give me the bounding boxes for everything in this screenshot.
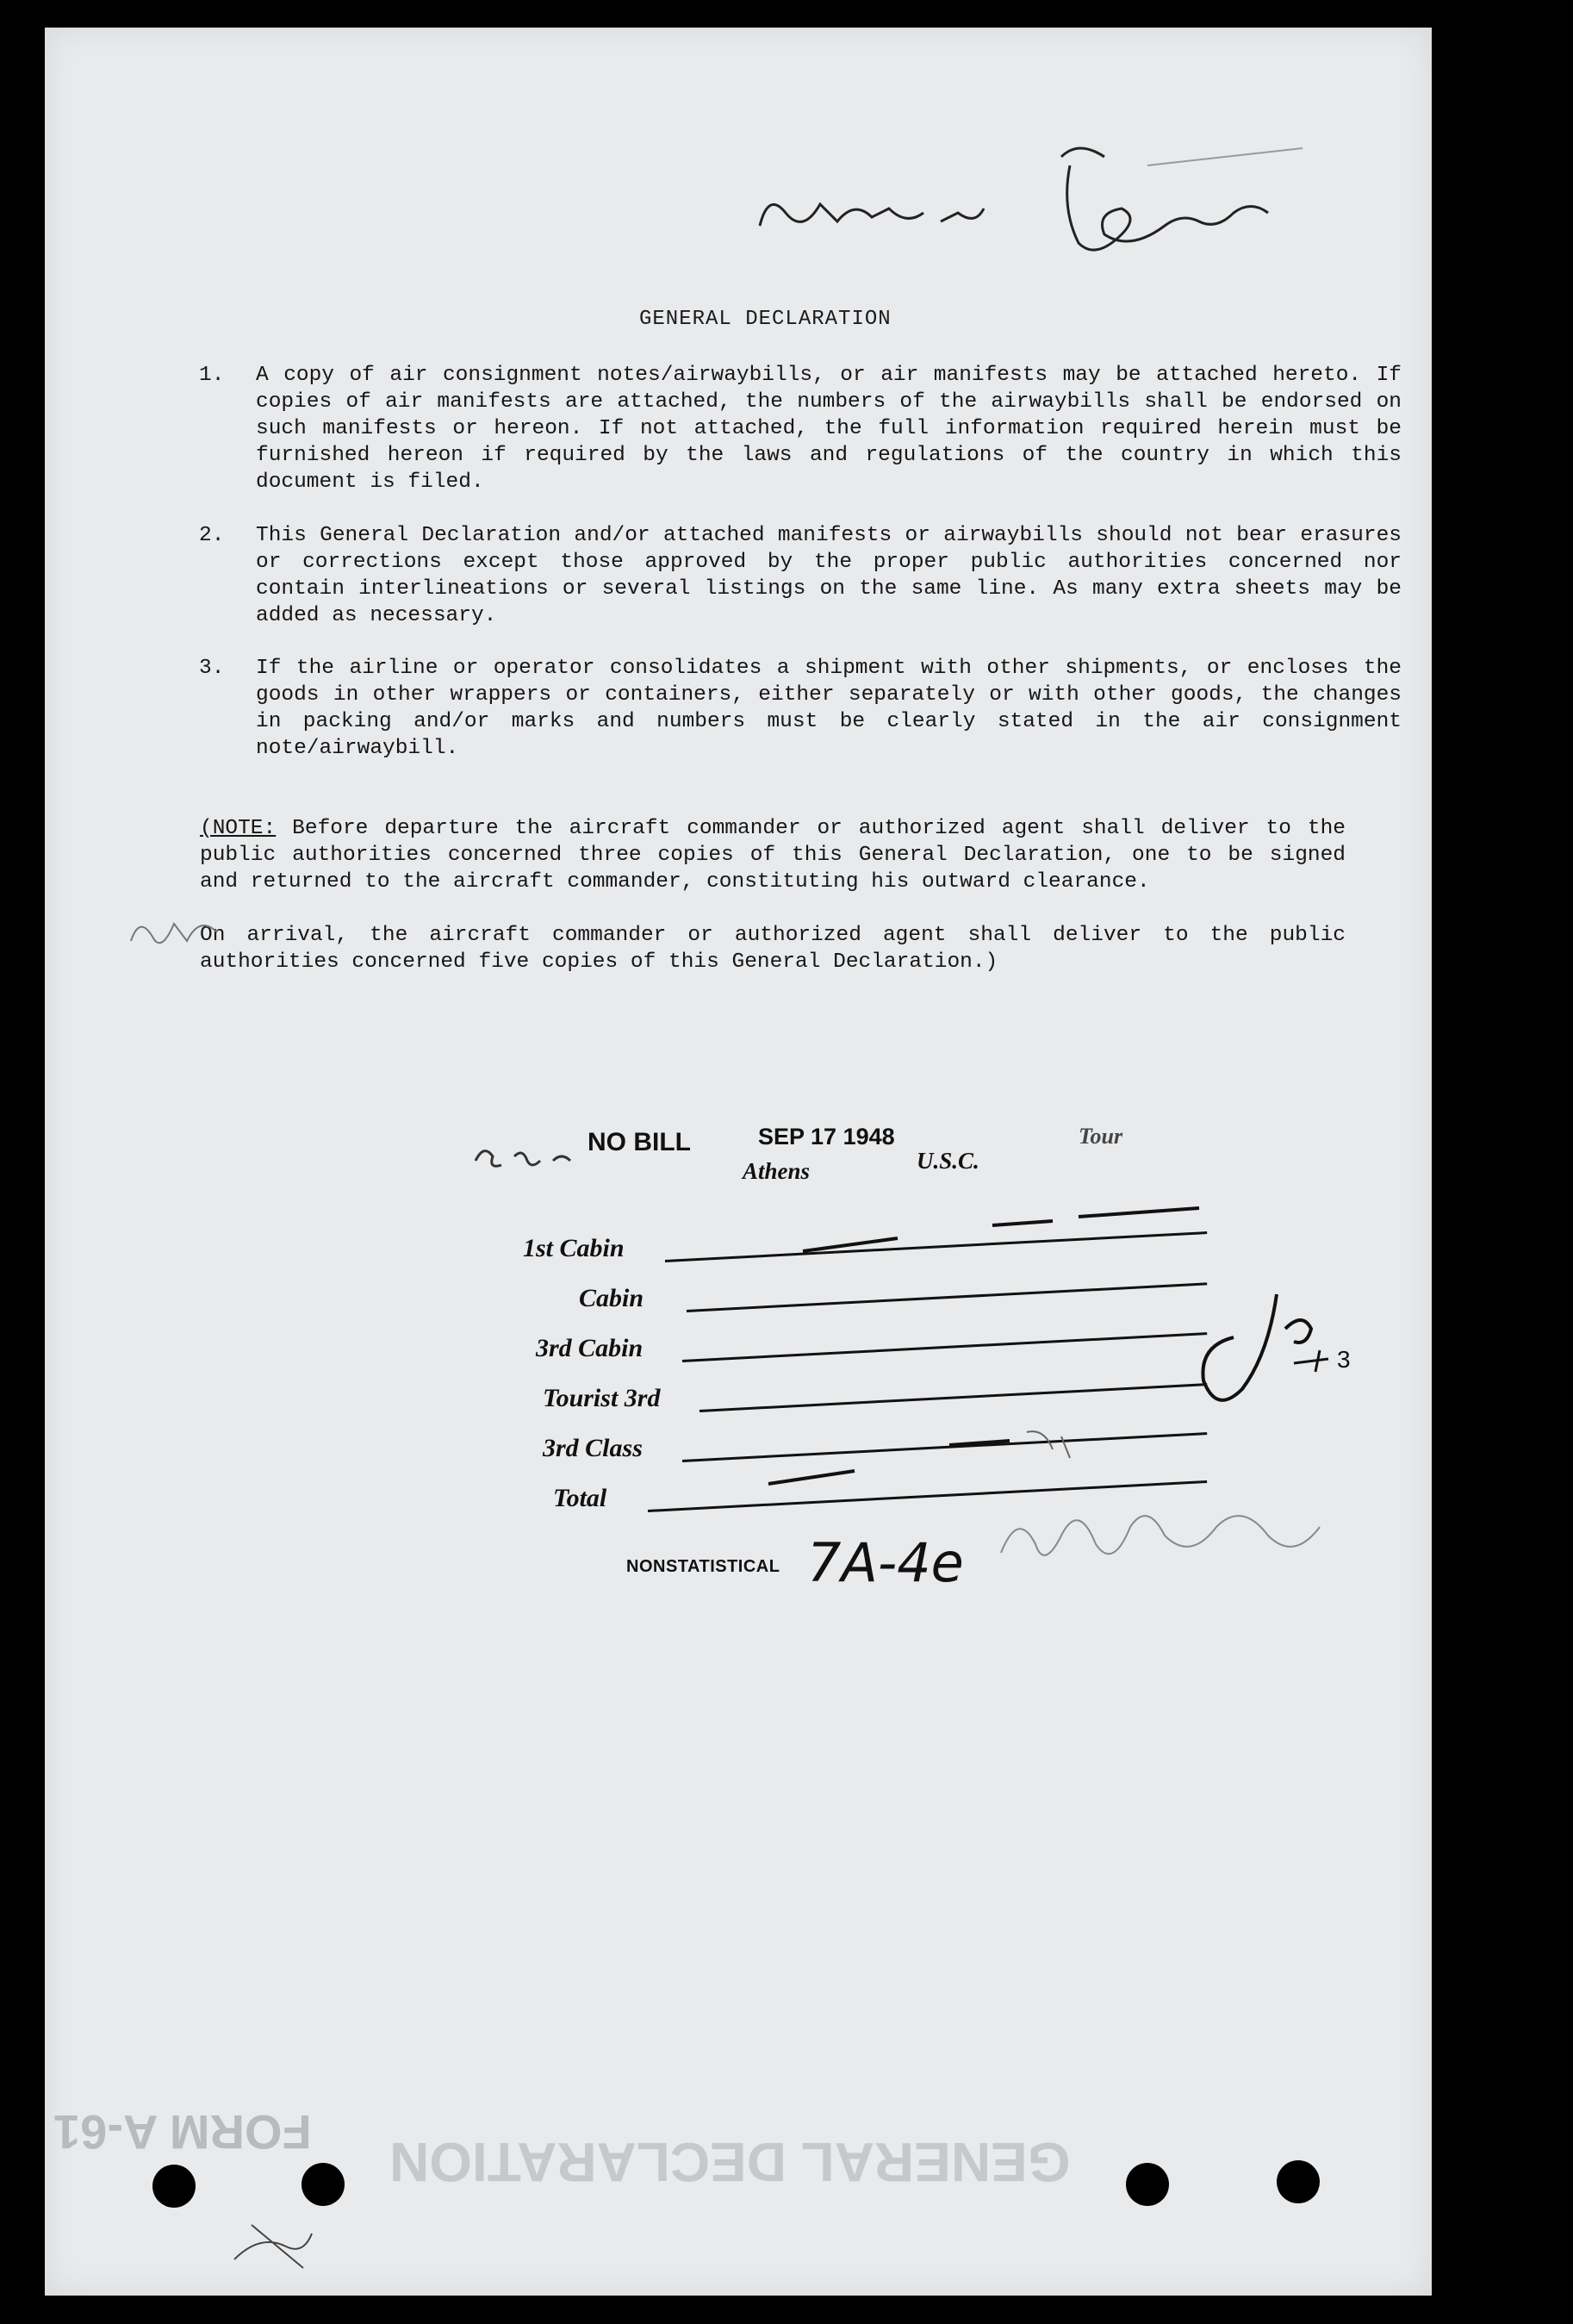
class-label-third-class: 3rd Class bbox=[543, 1434, 643, 1462]
paragraph-text: If the airline or operator consolidates a shipment with other shipments, or encloses the goods in other wrappers or containers, either separately or with other goods, the changes in packing and/or marks and numbers must be clearly stated in the air consignment note/airwaybill. bbox=[256, 657, 1402, 760]
handwritten-signature-top bbox=[717, 131, 1320, 260]
paragraph-text: This General Declaration and/or attached manifests or airwaybills should not bear erasures or corrections except those approved by the proper public authorities concerned nor contain interlineations or several listings on the same line. As many extra sheets may be added as necessary. bbox=[256, 524, 1402, 627]
bleed-through-form-name: FORM A-61 bbox=[53, 2105, 312, 2159]
document-sheet bbox=[45, 28, 1432, 2296]
paragraph-number: 3. bbox=[199, 657, 225, 680]
svg-text:3: 3 bbox=[1337, 1346, 1351, 1373]
handwritten-dashes bbox=[794, 1199, 1225, 1268]
handwritten-signature-faint bbox=[984, 1475, 1371, 1587]
paragraph-text: A copy of air consignment notes/airwaybills, or air manifests may be attached hereto. If copies of air manifests are attached, the numbers of the airwaybills shall be endorsed on such manifests or hereon. If not attached, the full information required herein must be furnished hereon if required by the laws and regulations of the country in which this document is filed. bbox=[256, 364, 1402, 494]
class-line-tourist-third bbox=[699, 1383, 1207, 1412]
bleed-through-heading: GENERAL DECLARATION bbox=[389, 2131, 1071, 2193]
class-label-total: Total bbox=[553, 1484, 607, 1512]
paragraph-number: 2. bbox=[199, 524, 225, 547]
paragraph-number: 1. bbox=[199, 364, 225, 387]
handwritten-code: 7A-4e bbox=[807, 1531, 964, 1594]
paragraph-1 bbox=[199, 362, 1402, 495]
paragraph-2 bbox=[199, 522, 1402, 629]
stamp-nonstatistical: NONSTATISTICAL bbox=[626, 1557, 780, 1576]
note-departure-text: Before departure the aircraft commander or authorized agent shall deliver to the public authorities concerned three copies of this General Declaration, one to be signed and returned to the aircraft commander, constituting his outward clearance. bbox=[200, 817, 1346, 894]
stamp-place: Athens bbox=[743, 1158, 811, 1184]
punch-hole bbox=[1126, 2163, 1169, 2206]
punch-hole bbox=[302, 2163, 345, 2206]
punch-hole bbox=[1277, 2160, 1320, 2203]
punch-hole bbox=[152, 2165, 196, 2208]
class-label-tourist-third: Tourist 3rd bbox=[543, 1384, 661, 1412]
paragraph-3 bbox=[199, 655, 1402, 762]
handwritten-mark-bottom bbox=[226, 2208, 329, 2277]
stamp-agency: U.S.C. bbox=[917, 1148, 979, 1174]
note-lead: (NOTE: bbox=[200, 817, 277, 840]
stamp-date: SEP 17 1948 bbox=[758, 1124, 895, 1150]
class-line-third-cabin bbox=[682, 1332, 1207, 1362]
class-label-cabin: Cabin bbox=[579, 1284, 644, 1312]
stamp-no-bill: NO BILL bbox=[588, 1128, 691, 1156]
stamp-tour: Tour bbox=[1079, 1124, 1123, 1149]
class-label-first-cabin: 1st Cabin bbox=[523, 1234, 625, 1262]
note-arrival: On arrival, the aircraft commander or authorized agent shall deliver to the public authorities concerned five copies of this General Declaration.) bbox=[200, 924, 1346, 974]
class-label-third-cabin: 3rd Cabin bbox=[536, 1334, 644, 1362]
class-line-cabin bbox=[687, 1282, 1207, 1312]
handwritten-initials-right bbox=[1165, 1277, 1371, 1432]
handwritten-mark-stamp-left bbox=[467, 1131, 588, 1182]
document-title: GENERAL DECLARATION bbox=[639, 308, 892, 331]
handwritten-mark-left bbox=[122, 889, 234, 967]
note-departure bbox=[200, 815, 1346, 895]
